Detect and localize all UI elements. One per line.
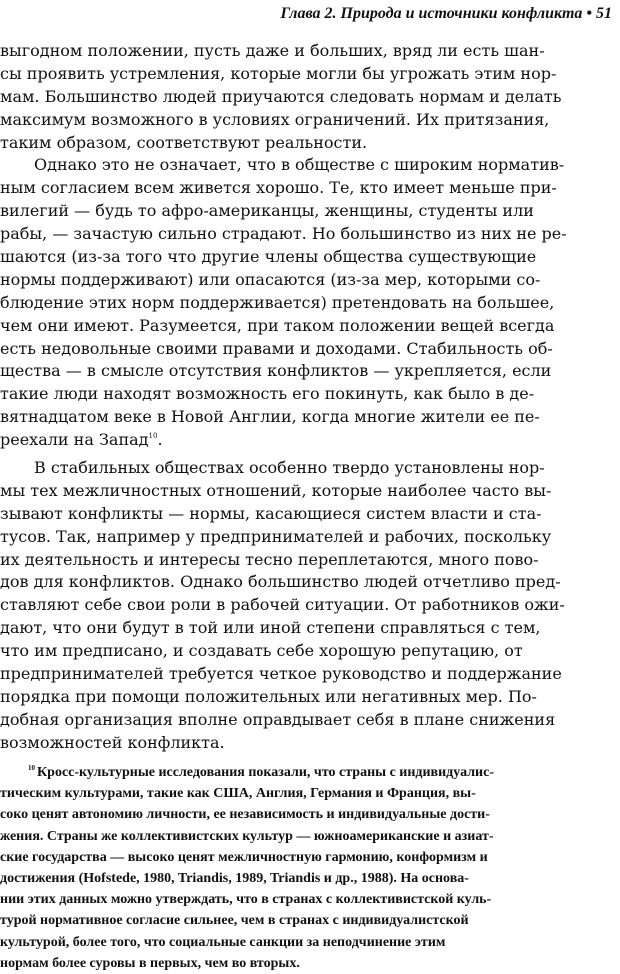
- page-number: 51: [596, 5, 612, 22]
- running-header: [20, 4, 612, 24]
- footnote-text: Кросс-культурные исследования показали, что страны с индивидуалис-: [37, 765, 495, 780]
- text-line: вилегий — будь то афро-американцы, женщины, студенты или: [0, 201, 534, 221]
- running-title: Глава 2. Природа и источники конфликта: [280, 5, 583, 22]
- footnote-line: нормам более суровы в первых, чем во вторых.: [0, 955, 300, 971]
- footnote: [0, 762, 614, 974]
- text-line: мы тех межличностных отношений, которые наиболее часто вы-: [0, 480, 552, 500]
- text-line: такие люди находят возможность его покинуть, как было в де-: [0, 384, 535, 404]
- text-line: добная организация вполне оправдывает себя в плане снижения: [0, 709, 556, 729]
- main-text: [0, 40, 612, 755]
- text-fragment: реехали на Запад: [0, 430, 149, 450]
- text-line: шаются (из-за того что другие члены общества существующие: [0, 247, 537, 267]
- text-line: В стабильных обществах особенно твердо установлены нор-: [34, 458, 545, 478]
- footnote-line: [0, 762, 614, 783]
- text-line: ставляют себе свои роли в рабочей ситуации. От работников ожи-: [0, 595, 565, 615]
- text-line: что им предписано, и создавать себе хорошую репутацию, от: [0, 641, 523, 661]
- text-line: рабы, — зачастую сильно страдают. Но большинство из них не ре-: [0, 224, 567, 244]
- footnote-line: соко ценят автономию личности, ее независимость и индивидуальные дости-: [0, 807, 490, 823]
- footnote-line: ские государства — высоко ценят межличностную гармонию, конформизм и: [0, 849, 488, 865]
- text-line: порядка при помощи положительных или негативных мер. По-: [0, 686, 537, 706]
- header-bullet: •: [586, 5, 592, 22]
- footnote-line: нии этих данных можно утверждать, что в странах с коллективистской куль-: [0, 892, 492, 908]
- footnote-line: тическим культурами, такие как США, Англия, Германия и Франция, вы-: [0, 786, 476, 802]
- text-line: возможностей конфликта.: [0, 732, 225, 752]
- text-line: блюдение этих норм поддерживается) претендовать на большее,: [0, 292, 555, 312]
- text-line: Однако это не означает, что в обществе с широким норматив-: [34, 155, 565, 175]
- text-line: дов для конфликтов. Однако большинство людей отчетливо пред-: [0, 572, 561, 592]
- text-line: нормы поддерживают) или опасаются (из-за мер, которыми со-: [0, 269, 541, 289]
- text-line: тусов. Так, например у предпринимателей и рабочих, поскольку: [0, 526, 552, 546]
- text-line: предпринимателей требуется четкое руководство и поддержание: [0, 664, 562, 684]
- footnote-number: 10: [28, 764, 35, 772]
- footnote-line: турой нормативное согласие сильнее, чем в странах с индивидуалистской: [0, 913, 469, 929]
- text-line-with-footnote: реехали на Запад$^{10}$.: [0, 430, 163, 450]
- footnote-reference[interactable]: 10: [148, 432, 158, 441]
- text-line: зывают конфликты — нормы, касающиеся систем власти и ста-: [0, 503, 542, 523]
- text-line: сы проявить устремления, которые могли бы угрожать этим нор-: [0, 63, 557, 83]
- text-line: таким образом, соответствуют реальности.: [0, 132, 368, 152]
- text-line: вятнадцатом веке в Новой Англии, когда многие жители ее пе-: [0, 407, 540, 427]
- text-line: есть недовольные своими правами и доходами. Стабильность об-: [0, 338, 553, 358]
- footnote-line: жения. Страны же коллективистских культур — южноамериканские и азиат-: [0, 828, 494, 844]
- text-line: максимум возможного в условиях ограничений. Их притязания,: [0, 109, 550, 129]
- text-line: их деятельность и интересы тесно переплетаются, много пово-: [0, 549, 539, 569]
- text-line: выгодном положении, пусть даже и больших, вряд ли есть шан-: [0, 41, 545, 60]
- text-line: щества — в смысле отсутствия конфликтов — укрепляется, если: [0, 361, 552, 381]
- text-line: мам. Большинство людей приучаются следовать нормам и делать: [0, 86, 562, 106]
- text-line: дают, что они будут в той или иной степени справляться с тем,: [0, 618, 541, 638]
- text-line: ным согласием всем живется хорошо. Те, кто имеет меньше при-: [0, 178, 557, 198]
- footnote-line: культурой, более того, что социальные санкции за неподчинение этим: [0, 934, 446, 950]
- footnote-line: достижения (Hofstede, 1980, Triandis, 1989, Triandis и др., 1988). На основа-: [0, 870, 469, 886]
- text-line: чем они имеют. Разумеется, при таком положении вещей всегда: [0, 315, 555, 335]
